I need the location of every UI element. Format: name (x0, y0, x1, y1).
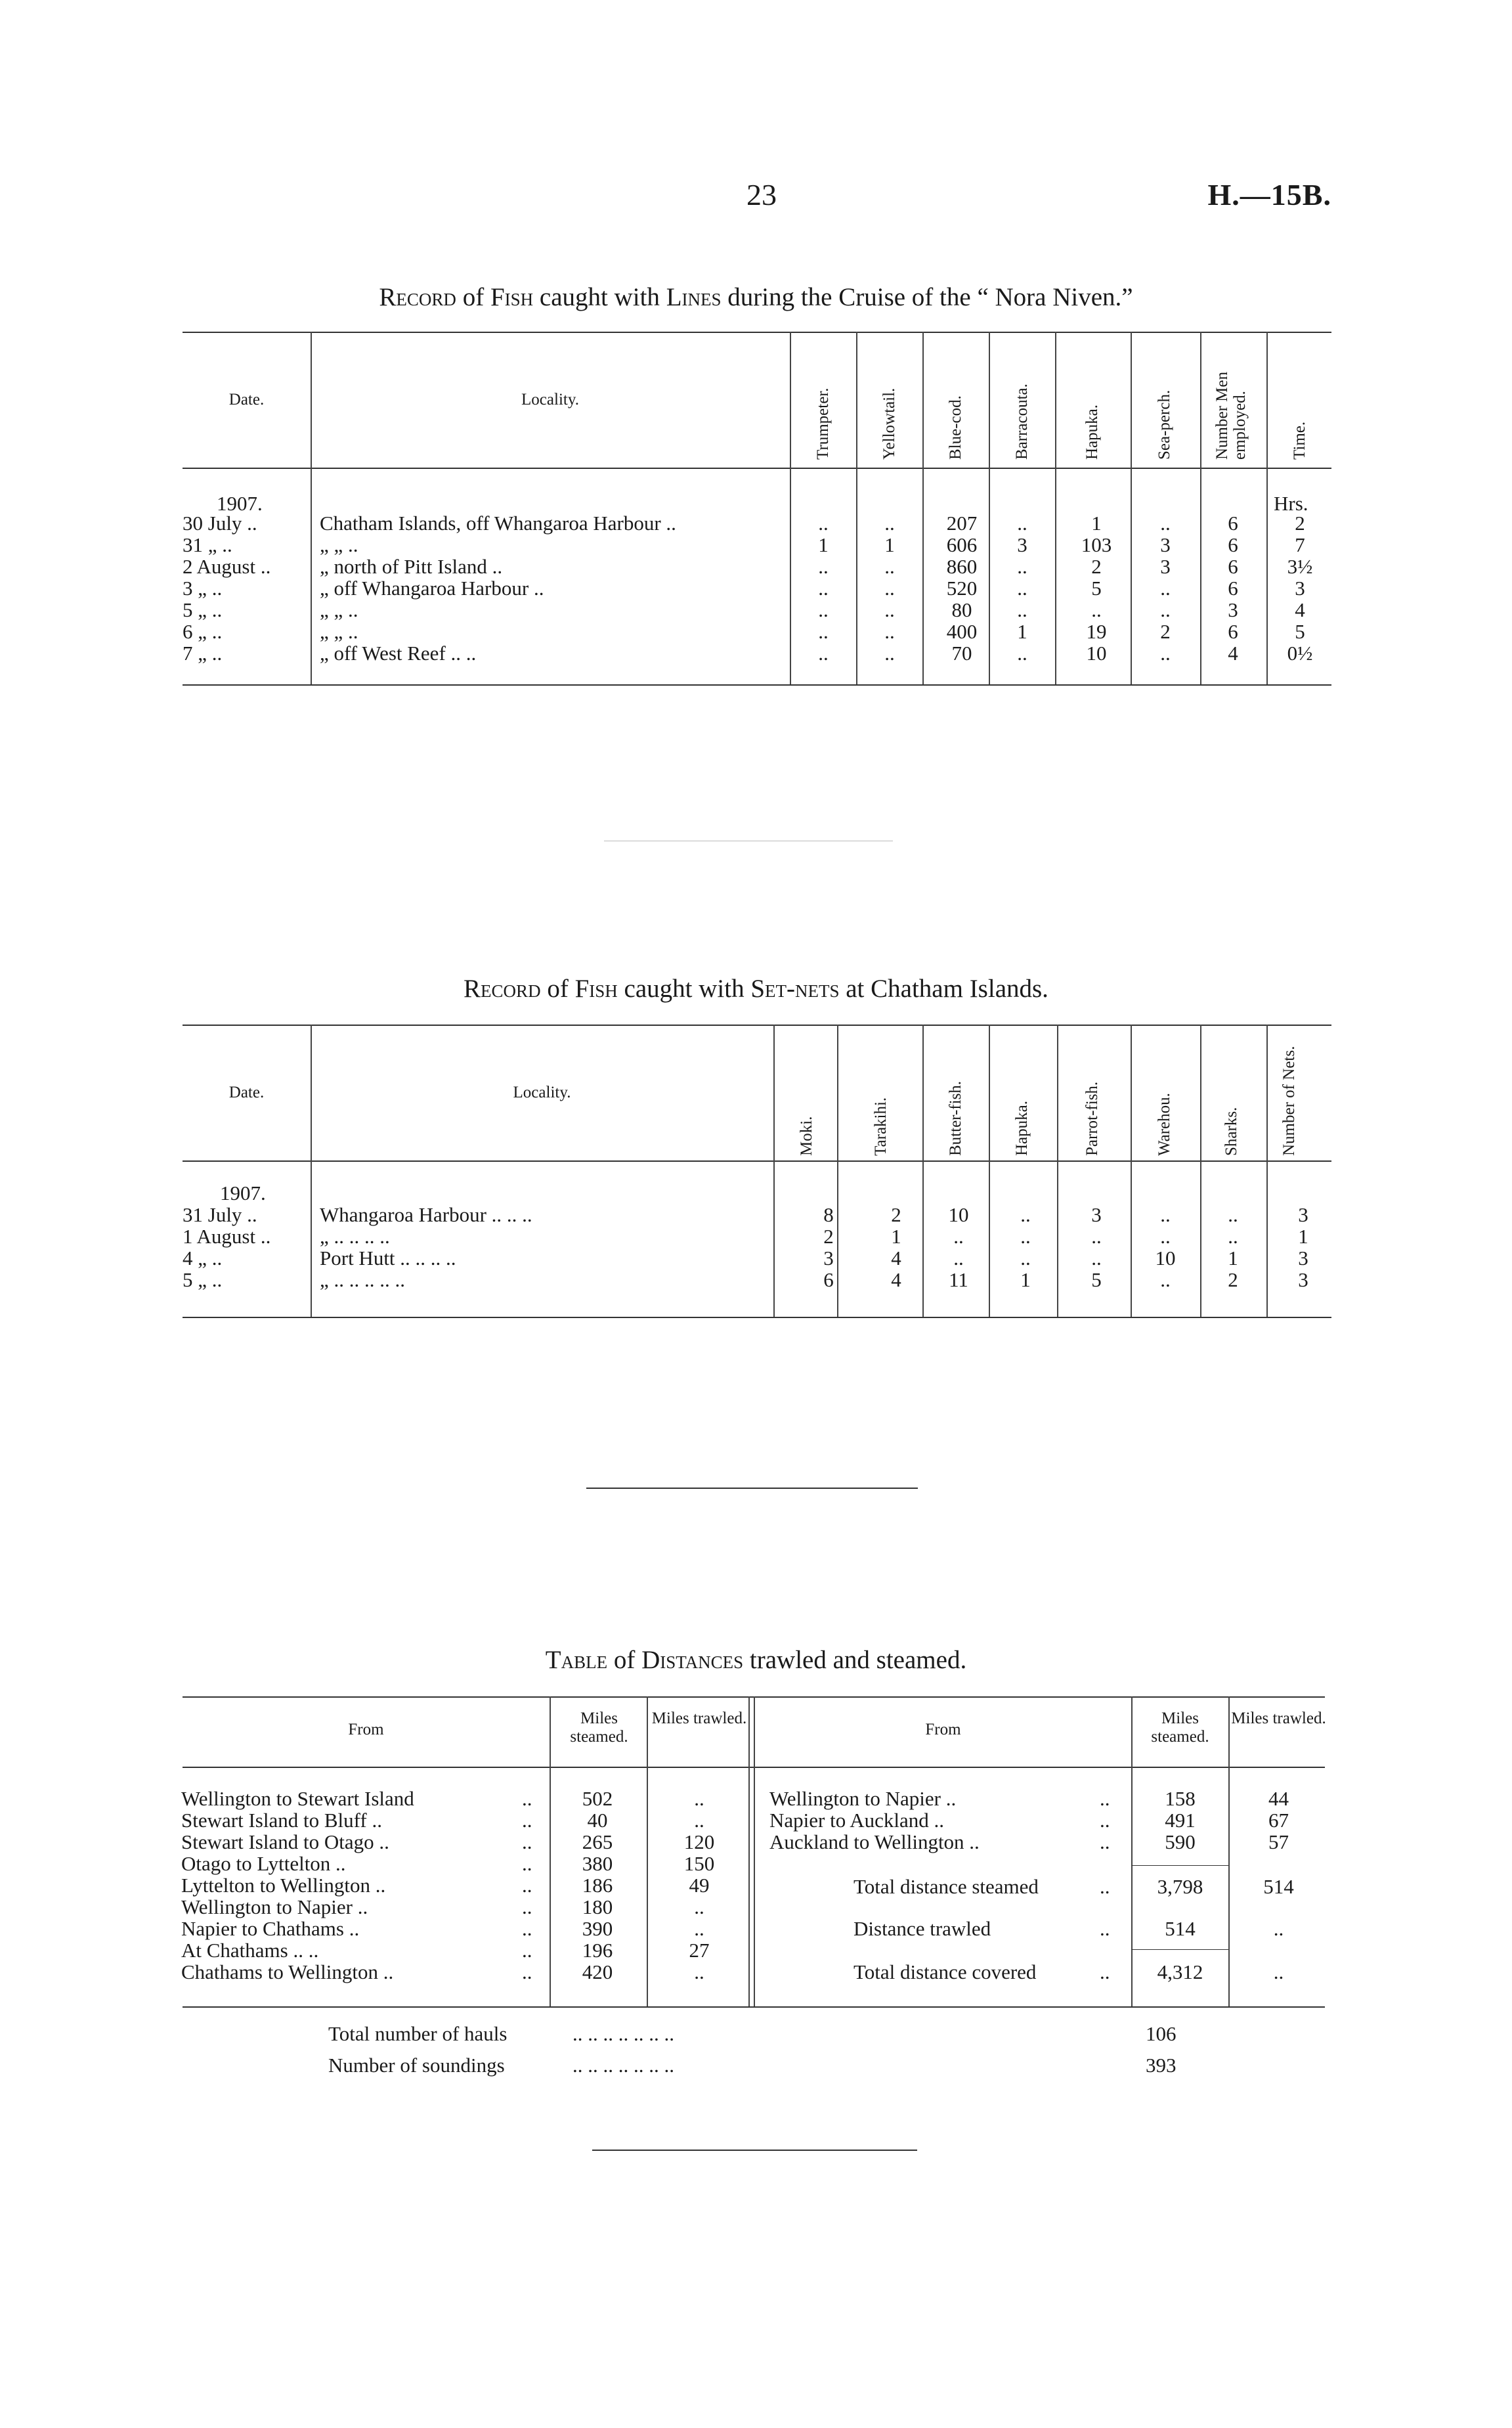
lines-row-value: .. (884, 642, 895, 665)
lines-row-value: .. (1160, 512, 1171, 535)
lines-row-value: 1 (884, 533, 895, 556)
dist-left-trawled: .. (694, 1960, 704, 1983)
dist-total-steamed: 3,798 (1157, 1875, 1203, 1898)
dist-header-steamed-left: Miles steamed. (570, 1710, 628, 1746)
lines-header-trumpeter: Trumpeter. (814, 387, 832, 460)
lines-row-value: 19 (1086, 620, 1107, 643)
setnets-row-value: 2 (823, 1225, 834, 1248)
summary-label: Number of soundings (328, 2054, 505, 2077)
dist-total-label: Total distance covered (853, 1960, 1037, 1983)
lines-row-date: 3 „ .. (183, 577, 223, 600)
dist-total-steamed: 4,312 (1157, 1960, 1203, 1983)
lines-row-date: 31 „ .. (183, 533, 232, 556)
setnets-row-value: 1 (1298, 1225, 1308, 1248)
setnets-row-date: 4 „ .. (183, 1247, 223, 1269)
lines-row-value: .. (884, 577, 895, 600)
lines-row-value: 860 (946, 555, 978, 578)
lines-row-locality: „ off West Reef .. .. (320, 642, 477, 665)
lines-row-value: .. (884, 512, 895, 535)
setnets-row-value: .. (1228, 1225, 1238, 1248)
dist-left-route: Wellington to Stewart Island (181, 1787, 414, 1810)
setnets-row-value: 5 (1091, 1268, 1102, 1291)
lines-row-value: 2 (1295, 512, 1305, 535)
summary-dots: .. .. .. .. .. .. .. (572, 2054, 674, 2077)
setnets-row-value: 11 (949, 1268, 968, 1291)
setnets-row-locality: „ .. .. .. .. (320, 1225, 390, 1248)
dist-right-steamed: 590 (1165, 1830, 1196, 1853)
dist-left-trawled: .. (694, 1809, 704, 1832)
dist-left-dots: .. (522, 1874, 532, 1897)
dist-left-steamed: 390 (582, 1917, 613, 1940)
dist-left-trawled: 120 (683, 1830, 715, 1853)
lines-row-value: 6 (1228, 533, 1238, 556)
lines-time-unit: Hrs. (1274, 492, 1308, 515)
setnets-row-value: .. (1091, 1225, 1102, 1248)
lines-row-value: .. (818, 577, 829, 600)
lines-row-value: 6 (1228, 555, 1238, 578)
lines-row-value: 606 (946, 533, 978, 556)
lines-row-value: 400 (946, 620, 978, 643)
dist-left-route: Stewart Island to Bluff .. (181, 1809, 382, 1832)
dist-total-dots: .. (1100, 1917, 1110, 1940)
setnets-row-locality: Whangaroa Harbour .. .. .. (320, 1203, 532, 1226)
dist-right-dots: .. (1100, 1787, 1110, 1810)
dist-left-dots: .. (522, 1960, 532, 1983)
setnets-header-date: Date. (228, 1084, 265, 1101)
setnets-row-value: 2 (891, 1203, 901, 1226)
lines-row-value: 4 (1295, 598, 1305, 621)
dist-header-from-left: From (348, 1721, 384, 1738)
lines-row-value: 10 (1086, 642, 1107, 665)
lines-row-value: .. (1017, 642, 1027, 665)
lines-row-value: 5 (1295, 620, 1305, 643)
lines-row-value: 2 (1091, 555, 1102, 578)
setnets-row-value: 2 (1228, 1268, 1238, 1291)
dist-left-route: Stewart Island to Otago .. (181, 1830, 389, 1853)
dist-left-steamed: 40 (587, 1809, 608, 1832)
setnets-row-value: 3 (1298, 1268, 1308, 1291)
lines-row-locality: Chatham Islands, off Whangaroa Harbour .. (320, 512, 676, 535)
lines-row-value: 3½ (1287, 555, 1313, 578)
setnets-row-date: 5 „ .. (183, 1268, 223, 1291)
dist-header-trawled-left: Miles trawled. (651, 1710, 747, 1727)
lines-table-caption: Record of Fish caught with Lines during the Cruise of the “ Nora Niven.” (379, 283, 1133, 311)
lines-row-value: 3 (1160, 533, 1171, 556)
lines-header-barracouta: Barracouta. (1013, 384, 1031, 460)
dist-left-route: Lyttelton to Wellington .. (181, 1874, 386, 1897)
dist-total-dots: .. (1100, 1875, 1110, 1898)
setnets-header-hapuka: Hapuka. (1013, 1101, 1031, 1156)
dist-left-dots: .. (522, 1917, 532, 1940)
setnets-row-locality: „ .. .. .. .. .. (320, 1268, 406, 1291)
lines-header-date: Date. (228, 391, 265, 408)
dist-total-steamed: 514 (1165, 1917, 1196, 1940)
setnets-row-value: 1 (1020, 1268, 1031, 1291)
lines-row-value: 103 (1081, 533, 1112, 556)
lines-header-locality: Locality. (521, 391, 579, 408)
lines-row-value: .. (818, 598, 829, 621)
summary-dots: .. .. .. .. .. .. .. (572, 2022, 674, 2045)
lines-row-value: .. (884, 598, 895, 621)
setnets-row-value: .. (1160, 1268, 1171, 1291)
setnets-row-value: .. (1020, 1203, 1031, 1226)
setnets-row-value: .. (1020, 1247, 1031, 1269)
document-reference: H.—15B. (1207, 178, 1331, 211)
lines-row-value: 6 (1228, 577, 1238, 600)
dist-total-label: Total distance steamed (853, 1875, 1039, 1898)
lines-row-locality: „ „ .. (320, 620, 358, 643)
dist-left-trawled: 150 (683, 1852, 715, 1875)
setnets-header-sharks: Sharks. (1222, 1107, 1240, 1156)
summary-label: Total number of hauls (328, 2022, 508, 2045)
lines-row-value: 2 (1160, 620, 1171, 643)
lines-header-bluecod: Blue-cod. (947, 395, 964, 460)
dist-header-from-right: From (925, 1721, 961, 1738)
lines-row-value: .. (1160, 642, 1171, 665)
dist-left-trawled: .. (694, 1787, 704, 1810)
lines-header-yellowtail: Yellowtail. (880, 387, 898, 460)
page-number: 23 (746, 178, 777, 211)
lines-row-value: 1 (818, 533, 829, 556)
lines-header-seaperch: Sea-perch. (1156, 389, 1173, 460)
setnets-header-nets: Number of Nets. (1280, 1046, 1298, 1156)
dist-left-steamed: 380 (582, 1852, 613, 1875)
lines-row-locality: „ „ .. (320, 598, 358, 621)
lines-row-value: 1 (1017, 620, 1027, 643)
lines-row-value: 80 (951, 598, 972, 621)
setnets-row-value: .. (1160, 1203, 1171, 1226)
dist-left-trawled: 27 (689, 1939, 710, 1962)
setnets-row-value: .. (953, 1225, 964, 1248)
lines-row-value: 4 (1228, 642, 1238, 665)
dist-left-dots: .. (522, 1895, 532, 1918)
dist-left-steamed: 265 (582, 1830, 613, 1853)
dist-left-dots: .. (522, 1787, 532, 1810)
lines-row-locality: „ north of Pitt Island .. (320, 555, 503, 578)
dist-left-route: Wellington to Napier .. (181, 1895, 368, 1918)
dist-right-route: Wellington to Napier .. (769, 1787, 957, 1810)
dist-right-steamed: 158 (1165, 1787, 1196, 1810)
dist-left-route: Chathams to Wellington .. (181, 1960, 394, 1983)
lines-header-hapuka: Hapuka. (1083, 405, 1101, 460)
dist-left-steamed: 196 (582, 1939, 613, 1962)
lines-row-value: .. (818, 620, 829, 643)
dist-left-route: Napier to Chathams .. (181, 1917, 360, 1940)
dist-right-steamed: 491 (1165, 1809, 1196, 1832)
dist-left-trawled: 49 (689, 1874, 710, 1897)
lines-row-value: 3 (1017, 533, 1027, 556)
setnets-row-value: 10 (1155, 1247, 1176, 1269)
lines-row-value: 6 (1228, 512, 1238, 535)
lines-row-value: .. (1160, 598, 1171, 621)
lines-row-value: 6 (1228, 620, 1238, 643)
distances-table-caption: Table of Distances trawled and steamed. (545, 1646, 967, 1674)
lines-row-date: 2 August .. (183, 555, 271, 578)
dist-left-dots: .. (522, 1830, 532, 1853)
lines-year: 1907. (217, 492, 263, 515)
setnets-header-warehou: Warehou. (1156, 1093, 1173, 1156)
setnets-row-value: .. (1228, 1203, 1238, 1226)
setnets-row-value: 4 (891, 1247, 901, 1269)
setnets-header-tarakihi: Tarakihi. (872, 1097, 890, 1156)
lines-row-date: 7 „ .. (183, 642, 223, 665)
lines-row-date: 5 „ .. (183, 598, 223, 621)
dist-right-trawled: 57 (1268, 1830, 1289, 1853)
setnets-row-value: 6 (823, 1268, 834, 1291)
dist-left-steamed: 180 (582, 1895, 613, 1918)
setnets-row-value: .. (1160, 1225, 1171, 1248)
lines-row-value: 520 (946, 577, 978, 600)
dist-left-trawled: .. (694, 1917, 704, 1940)
setnets-row-date: 1 August .. (183, 1225, 271, 1248)
dist-left-route: Otago to Lyttelton .. (181, 1852, 346, 1875)
lines-row-value: 7 (1295, 533, 1305, 556)
lines-row-value: 3 (1228, 598, 1238, 621)
lines-row-value: .. (1017, 512, 1027, 535)
lines-row-locality: „ off Whangaroa Harbour .. (320, 577, 544, 600)
setnets-row-value: 3 (1091, 1203, 1102, 1226)
lines-row-value: .. (1091, 598, 1102, 621)
setnets-header-parrotfish: Parrot-fish. (1083, 1081, 1101, 1156)
dist-right-route: Auckland to Wellington .. (769, 1830, 980, 1853)
lines-header-men: Number Men employed. (1213, 372, 1249, 460)
lines-row-value: .. (818, 555, 829, 578)
setnets-row-value: 3 (1298, 1247, 1308, 1269)
setnets-row-value: 8 (823, 1203, 834, 1226)
summary-value: 393 (1146, 2054, 1177, 2077)
lines-row-date: 30 July .. (183, 512, 257, 535)
dist-total-trawled: 514 (1263, 1875, 1294, 1898)
setnets-row-value: .. (953, 1247, 964, 1269)
dist-right-route: Napier to Auckland .. (769, 1809, 945, 1832)
lines-row-value: .. (884, 555, 895, 578)
dist-right-trawled: 67 (1268, 1809, 1289, 1832)
setnets-row-value: 4 (891, 1268, 901, 1291)
dist-left-route: At Chathams .. .. (181, 1939, 319, 1962)
dist-header-steamed-right: Miles steamed. (1151, 1710, 1209, 1746)
setnets-row-value: .. (1020, 1225, 1031, 1248)
dist-left-steamed: 420 (582, 1960, 613, 1983)
setnets-row-locality: Port Hutt .. .. .. .. (320, 1247, 456, 1269)
dist-left-trawled: .. (694, 1895, 704, 1918)
setnets-year: 1907. (220, 1181, 266, 1204)
dist-total-trawled: .. (1273, 1960, 1284, 1983)
setnets-row-value: 3 (1298, 1203, 1308, 1226)
lines-row-date: 6 „ .. (183, 620, 223, 643)
setnets-row-value: .. (1091, 1247, 1102, 1269)
dist-left-steamed: 502 (582, 1787, 613, 1810)
dist-left-dots: .. (522, 1939, 532, 1962)
setnets-row-value: 3 (823, 1247, 834, 1269)
lines-row-value: 5 (1091, 577, 1102, 600)
lines-row-value: 207 (946, 512, 978, 535)
lines-row-value: 3 (1160, 555, 1171, 578)
dist-total-dots: .. (1100, 1960, 1110, 1983)
setnets-table-caption: Record of Fish caught with Set-nets at Chatham Islands. (464, 975, 1048, 1003)
lines-row-value: 0½ (1287, 642, 1313, 665)
setnets-header-butterfish: Butter-fish. (947, 1080, 964, 1156)
lines-row-value: .. (818, 512, 829, 535)
dist-right-dots: .. (1100, 1830, 1110, 1853)
lines-header-time: Time. (1291, 421, 1308, 460)
dist-left-steamed: 186 (582, 1874, 613, 1897)
setnets-header-moki: Moki. (798, 1116, 815, 1156)
dist-total-trawled: .. (1273, 1917, 1284, 1940)
lines-row-value: .. (1017, 598, 1027, 621)
lines-row-locality: „ „ .. (320, 533, 358, 556)
dist-right-dots: .. (1100, 1809, 1110, 1832)
summary-value: 106 (1146, 2022, 1177, 2045)
lines-row-value: .. (818, 642, 829, 665)
setnets-row-value: 1 (1228, 1247, 1238, 1269)
setnets-row-date: 31 July .. (183, 1203, 257, 1226)
dist-header-trawled-right: Miles trawled. (1231, 1710, 1326, 1727)
setnets-header-locality: Locality. (513, 1084, 571, 1101)
lines-row-value: .. (1017, 577, 1027, 600)
lines-row-value: .. (1160, 577, 1171, 600)
dist-total-label: Distance trawled (853, 1917, 991, 1940)
lines-row-value: .. (884, 620, 895, 643)
dist-left-dots: .. (522, 1852, 532, 1875)
setnets-row-value: 10 (948, 1203, 969, 1226)
dist-left-dots: .. (522, 1809, 532, 1832)
lines-row-value: 3 (1295, 577, 1305, 600)
lines-row-value: 1 (1091, 512, 1102, 535)
setnets-row-value: 1 (891, 1225, 901, 1248)
lines-row-value: 70 (951, 642, 972, 665)
lines-row-value: .. (1017, 555, 1027, 578)
dist-right-trawled: 44 (1268, 1787, 1289, 1810)
